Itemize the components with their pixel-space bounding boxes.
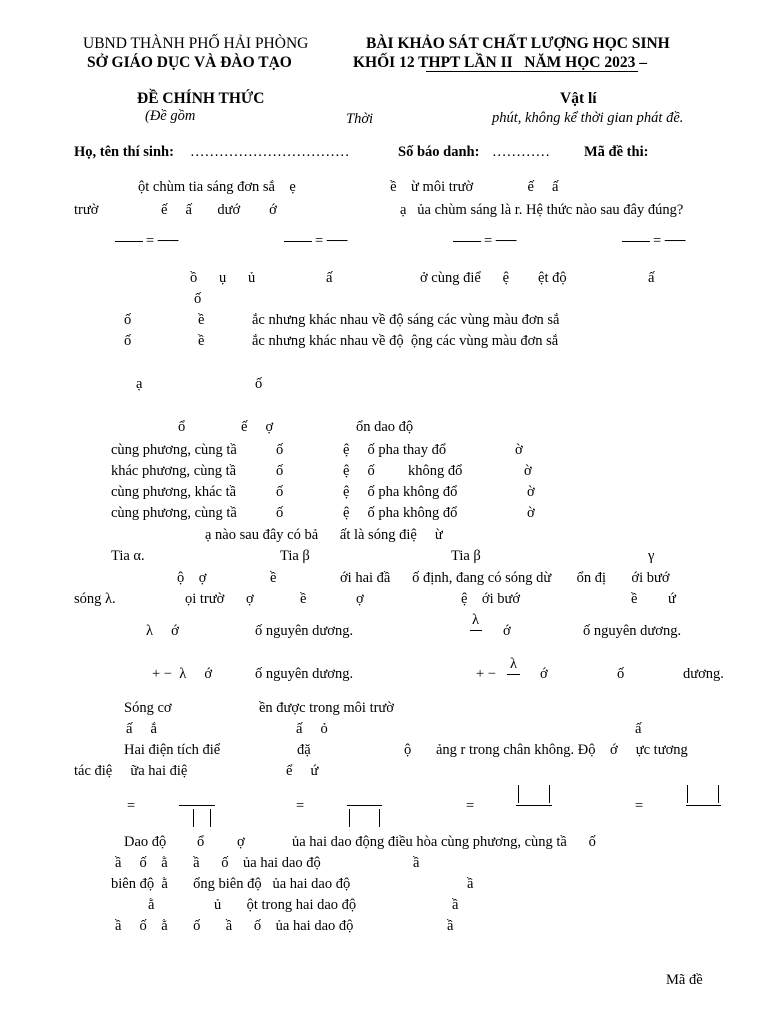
answer-d[interactable]: + −: [476, 666, 496, 682]
text-line: ố: [276, 484, 284, 500]
answer-b[interactable]: ố: [124, 333, 132, 349]
answer-d[interactable]: γ: [648, 548, 655, 564]
abs-bar: [687, 785, 688, 803]
answer-a[interactable]: ố: [124, 312, 132, 328]
answer-b[interactable]: ớ: [503, 623, 511, 639]
text-line: đặ: [297, 742, 311, 758]
text-line: ờ: [527, 505, 535, 521]
fraction-bar: [284, 241, 312, 242]
text-line: ố nguyên dương.: [255, 623, 354, 639]
answer-a[interactable]: =: [127, 798, 136, 814]
answer-a[interactable]: cùng phương, cùng tầ: [111, 442, 237, 458]
exam-subtitle: KHỐI 12 THPT LẦN II NĂM HỌC 2023 –: [353, 54, 647, 71]
department-name: UBND THÀNH PHỐ HẢI PHÒNG: [83, 35, 309, 52]
answer-a[interactable]: = ──: [146, 233, 179, 249]
text-line: ứ: [668, 591, 676, 607]
text-line: ợ: [237, 834, 245, 850]
text-line: ề: [270, 570, 277, 586]
text-line: ổn dao độ: [356, 419, 414, 435]
text-line: ột chùm tia sáng đơn sắ ẹ ề ừ môi trườ ế ấ: [138, 179, 559, 195]
abs-bar: [193, 809, 194, 827]
answer-d[interactable]: ầ ố ằ ố ầ ố ủa hai dao độ: [115, 918, 354, 934]
text-line: ờ: [524, 463, 532, 479]
answer-c[interactable]: ạ: [136, 376, 143, 392]
fraction-bar: [453, 241, 481, 242]
fraction-bar: [179, 805, 215, 806]
text-line: ạ nào sau đây có bả ất là sóng điệ ừ: [205, 527, 443, 543]
text-line: ố nguyên dương.: [583, 623, 682, 639]
text-line: ề: [300, 591, 307, 607]
answer-d[interactable]: ấ: [635, 721, 642, 737]
text-line: ầ: [413, 855, 420, 871]
text-line: ệ ố pha không đổ: [343, 484, 458, 500]
text-line: ộ ợ: [177, 570, 207, 586]
id-field[interactable]: …………: [492, 144, 550, 160]
text-line: ọi trườ ợ: [185, 591, 254, 607]
lambda-numerator: λ: [472, 612, 480, 628]
text-line: ế ấ dướ ớ: [161, 202, 277, 218]
pages-note: (Đề gồm: [145, 108, 196, 124]
text-line: ấ: [326, 270, 333, 286]
official-label: ĐỀ CHÍNH THỨC: [137, 90, 265, 107]
answer-c[interactable]: = ──: [484, 233, 517, 249]
answer-a[interactable]: ầ ố ằ ầ ố ủa hai dao độ: [115, 855, 321, 871]
name-field[interactable]: ……………………………: [190, 144, 350, 160]
text-line: ổ: [197, 834, 205, 850]
subtitle-underline: [426, 71, 638, 72]
text-line: ồ ụ ủ: [190, 270, 256, 286]
name-label: Họ, tên thí sinh:: [74, 144, 174, 160]
answer-c[interactable]: cùng phương, khác tầ: [111, 484, 237, 500]
text-line: ợ: [356, 591, 364, 607]
time-label: Thời: [346, 111, 374, 127]
exam-title: BÀI KHẢO SÁT CHẤT LƯỢNG HỌC SINH: [366, 35, 670, 52]
text-line: ắc nhưng khác nhau về độ sáng các vùng màu đơn sắ: [252, 312, 560, 328]
text-line: ộ: [404, 742, 412, 758]
text-line: ầ: [467, 876, 474, 892]
abs-bar: [379, 809, 380, 827]
answer-b[interactable]: ấ ỏ: [296, 721, 328, 737]
text-line: ề: [631, 591, 638, 607]
text-line: ố nguyên dương.: [255, 666, 354, 682]
answer-d[interactable]: ố: [255, 376, 263, 392]
text-line: ố: [276, 463, 284, 479]
answer-d[interactable]: = ──: [653, 233, 686, 249]
text-line: ể ứ: [286, 763, 319, 779]
text-line: ấ: [648, 270, 655, 286]
office-name: SỞ GIÁO DỤC VÀ ĐÀO TẠO: [87, 54, 292, 71]
text-line: ế ợ: [241, 419, 274, 435]
abs-bar: [549, 785, 550, 803]
answer-b[interactable]: khác phương, cùng tầ: [111, 463, 237, 479]
exam-code-footer: Mã đề: [666, 972, 703, 988]
text-line: ố: [276, 442, 284, 458]
text-line: ầ: [452, 897, 459, 913]
text-line: dương.: [683, 666, 724, 682]
text-line: ủ ột trong hai dao độ: [214, 897, 357, 913]
text-line: ệ ố: [343, 463, 375, 479]
text-line: ủa hai dao động điều hòa cùng phương, cùng tầ ố: [292, 834, 596, 850]
text-line: ạ ủa chùm sáng là r. Hệ thức nào sau đây đúng?: [400, 202, 684, 218]
id-label: Số báo danh:: [398, 144, 480, 160]
text-line: ệ ố pha thay đổ: [343, 442, 447, 458]
fraction-bar: [622, 241, 650, 242]
answer-b[interactable]: =: [296, 798, 305, 814]
lambda-numerator: λ: [510, 656, 518, 672]
text-line: sóng λ.: [74, 591, 116, 607]
text-line: Hai điện tích điể: [124, 742, 221, 758]
text-line: trườ: [74, 202, 99, 218]
answer-a[interactable]: λ ớ: [146, 623, 179, 639]
answer-c[interactable]: Tia β: [451, 548, 481, 564]
text-line: không đổ: [408, 463, 463, 479]
fraction-bar: [516, 805, 552, 806]
answer-c[interactable]: + − λ ớ: [152, 666, 213, 682]
text-line: ệ ới bướ: [461, 591, 521, 607]
code-label: Mã đề thi:: [584, 144, 649, 160]
abs-bar: [210, 809, 211, 827]
abs-bar: [718, 785, 719, 803]
answer-c[interactable]: =: [466, 798, 475, 814]
text-line: ền được trong môi trườ: [259, 700, 394, 716]
text-line: ố: [617, 666, 625, 682]
answer-b[interactable]: = ──: [315, 233, 348, 249]
text-line: ố: [276, 505, 284, 521]
answer-b[interactable]: Tia β: [280, 548, 310, 564]
text-line: ảng r trong chân không. Độ ớ ực tương: [436, 742, 688, 758]
text-line: ề: [198, 312, 205, 328]
fraction-bar: [115, 241, 143, 242]
text-line: ớ: [540, 666, 548, 682]
text-line: ới hai đầ ố định, đang có sóng dừ ổn đị ới bướ: [340, 570, 670, 586]
fraction-bar: [507, 674, 520, 675]
text-line: ệ ố pha không đổ: [343, 505, 458, 521]
text-line: ờ: [515, 442, 523, 458]
fraction-bar: [686, 805, 721, 806]
subject-label: Vật lí: [560, 90, 597, 107]
answer-d[interactable]: =: [635, 798, 644, 814]
fraction-bar: [470, 630, 482, 631]
abs-bar: [518, 785, 519, 803]
answer-d[interactable]: cùng phương, cùng tầ: [111, 505, 237, 521]
answer-a[interactable]: ấ ắ: [126, 721, 157, 737]
text-line: ầ: [447, 918, 454, 934]
text-line: tác điệ ữa hai điệ: [74, 763, 188, 779]
fraction-bar: [347, 805, 382, 806]
text-line: ổ: [178, 419, 186, 435]
answer-b[interactable]: biên độ ằ ổng biên độ ủa hai dao độ: [111, 876, 351, 892]
text-line: Sóng cơ: [124, 700, 172, 716]
text-line: ở cùng điể ệ ệt độ: [420, 270, 567, 286]
time-note: phút, không kể thời gian phát đề.: [492, 110, 684, 126]
answer-c[interactable]: ằ: [148, 897, 155, 913]
text-line: ắc nhưng khác nhau về độ ộng các vùng màu đơn sắ: [252, 333, 559, 349]
abs-bar: [349, 809, 350, 827]
answer-a[interactable]: Tia α.: [111, 548, 145, 564]
text-line: Dao độ: [124, 834, 167, 850]
text-line: ề: [198, 333, 205, 349]
text-line: ờ: [527, 484, 535, 500]
text-line: ố: [194, 291, 202, 307]
